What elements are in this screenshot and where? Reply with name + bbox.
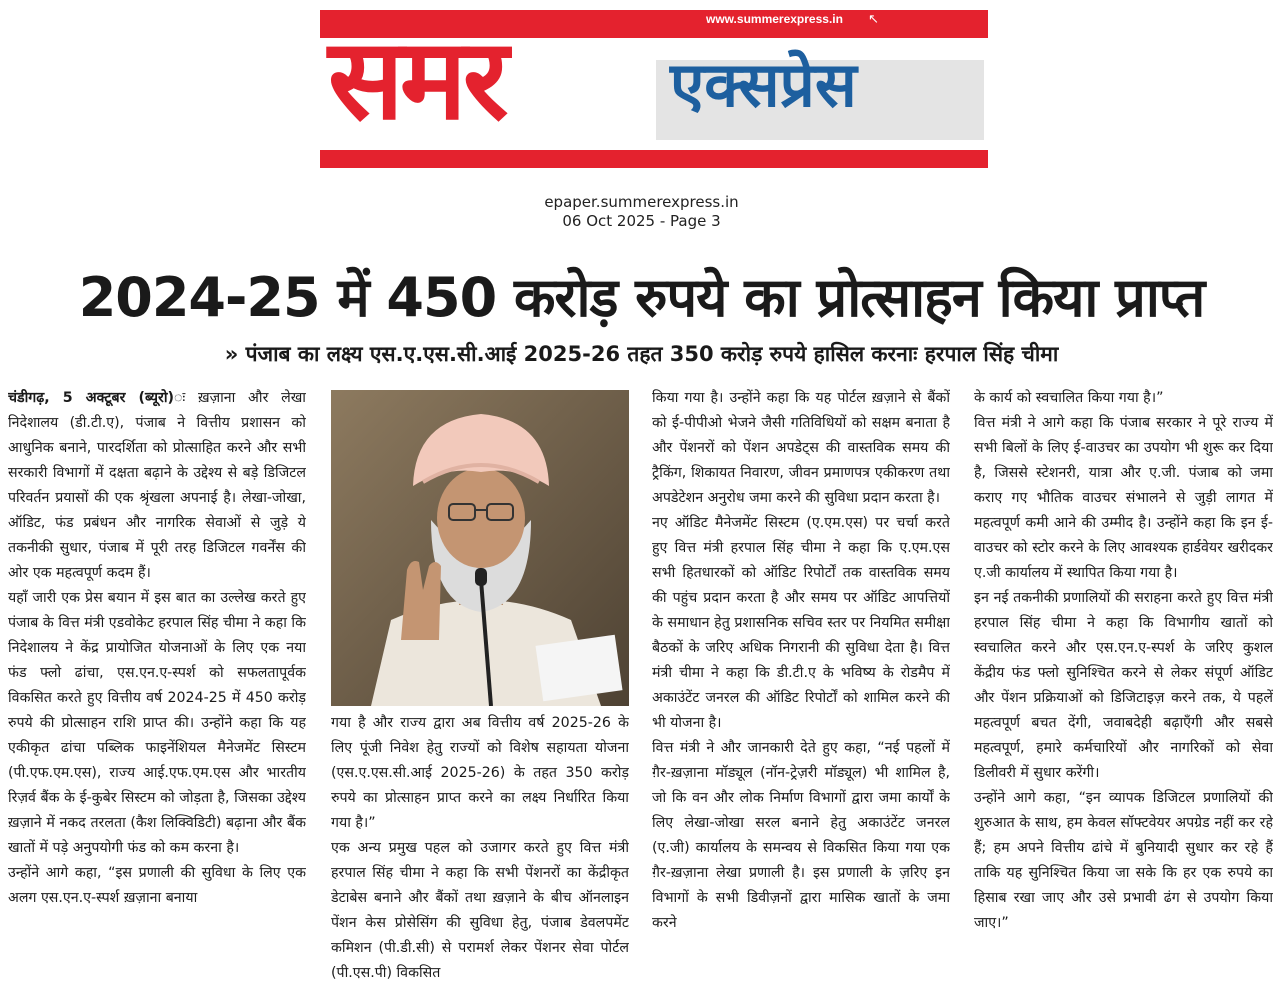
paragraph: के कार्य को स्वचालित किया गया है।” (974, 390, 1164, 406)
article-column-1 (8, 386, 306, 991)
article-column-3 (652, 386, 950, 991)
masthead-bottom-bar (320, 150, 988, 168)
paragraph: इन नई तकनीकी प्रणालियों की सराहना करते हुए वित्त मंत्री हरपाल सिंह चीमा ने कहा कि विभागीय खातों को स्वचालित करने और एस.एन.ए-स्पर्श के जरिए कुशल केंद्रीय फंड फ्लो सुनिश्चित करने से लेकर संपूर्ण ऑडिट और पेंशन प्रक्रियाओं को डिजिटाइज़ करने तक, ये पहलें महत्वपूर्ण बचत देंगी, जवाबदेही बढ़ाएँगी और सबसे महत्वपूर्ण, हमारे कर्मचारियों और नागरिकों को सेवा डिलीवरी में सुधार करेंगी। (974, 590, 1273, 781)
edition-site[interactable]: epaper.summerexpress.in (544, 193, 739, 211)
paragraph: गया है और राज्य द्वारा अब वित्तीय वर्ष 2025-26 के लिए पूंजी निवेश हेतु राज्यों को विशेष सहायता योजना (एस.ए.एस.सी.आई 2025-26) के तहत 350 करोड़ रुपये का प्रोत्साहन प्राप्त करने का लक्ष्य निर्धारित किया गया है।” (331, 715, 629, 831)
paragraph: एक अन्य प्रमुख पहल को उजागर करते हुए वित्त मंत्री हरपाल सिंह चीमा ने कहा कि सभी पेंशनरों का केंद्रीकृत डेटाबेस बनाने और बैंकों तथा ख़ज़ाने के बीच ऑनलाइन पेंशन केस प्रोसेसिंग की सुविधा हेतु, पंजाब डेवलपमेंट कमिशन (पी.डी.सी) से परामर्श लेकर पेंशनर सेवा पोर्टल (पी.एस.पी) विकसित (331, 840, 629, 981)
edition-date-page: 06 Oct 2025 - Page 3 (562, 212, 721, 230)
article-photo (331, 390, 629, 706)
article-column-4 (974, 386, 1273, 991)
masthead-title-main: समर (328, 15, 505, 145)
paragraph: किया गया है। उन्होंने कहा कि यह पोर्टल ख़ज़ाने से बैंकों को ई-पीपीओ भेजने जैसी गतिविधियों को सक्षम बनाता है और पेंशनरों को पेंशन अपडेट्स की वास्तविक समय की ट्रैकिंग, शिकायत निवारण, जीवन प्रमाणपत्र एकीकरण तथा अपडेटेशन अनुरोध जमा करने की सुविधा प्रदान करता है। (652, 390, 950, 506)
article-headline: 2024-25 में 450 करोड़ रुपये का प्रोत्साहन किया प्राप्त (78, 266, 1205, 329)
paragraph: वित्त मंत्री ने और जानकारी देते हुए कहा, “नई पहलों में ग़ैर-ख़ज़ाना मॉड्यूल (नॉन-ट्रेज़री मॉड्यूल) भी शामिल है, जो कि वन और लोक निर्माण विभागों द्वारा जमा कार्यों के लिए लेखा-जोखा सरल बनाने हेतु अकाउंटेंट जनरल (ए.जी) कार्यालय के समन्वय से विकसित किया गया एक ग़ैर-ख़ज़ाना लेखा प्रणाली है। इस प्रणाली के ज़रिए इन विभागों के सभी डिवीज़नों द्वारा मासिक खातों के जमा करने (652, 740, 950, 931)
paragraph: उन्होंने आगे कहा, “इस प्रणाली की सुविधा के लिए एक अलग एस.एन.ए-स्पर्श ख़ज़ाना बनाया (8, 865, 306, 906)
article-dateline: चंडीगढ़, 5 अक्टूबर (ब्यूरो) (8, 390, 174, 406)
cursor-arrow-icon: ↖ (868, 12, 879, 27)
paragraph: नए ऑडिट मैनेजमेंट सिस्टम (ए.एम.एस) पर चर्चा करते हुए वित्त मंत्री हरपाल सिंह चीमा ने कहा कि ए.एम.एस सभी हितधारकों को ऑडिट रिपोर्टों तक वास्तविक समय की पहुंच प्रदान करता है और समय पर ऑडिट आपत्तियों के समाधान हेतु प्रशासनिक सचिव स्तर पर नियमित समीक्षा बैठकों के जरिए अधिक निगरानी की सुविधा देता है। वित्त मंत्री चीमा ने कहा कि डी.टी.ए के भविष्य के रोडमैप में अकाउंटेंट जनरल की ऑडिट रिपोर्टों को शामिल करने की भी योजना है। (652, 515, 950, 731)
minister-photo-illustration (331, 390, 629, 706)
article-column-2 (331, 711, 629, 991)
paragraph: चंडीगढ़, 5 अक्टूबर (ब्यूरो)ः ख़ज़ाना और लेखा निदेशालय (डी.टी.ए), पंजाब ने वित्तीय प्रशासन को आधुनिक बनाने, पारदर्शिता को प्रोत्साहित करने और सभी सरकारी विभागों में दक्षता बढ़ाने के उद्देश्य से बड़े डिजिटल परिवर्तन प्रयासों की एक श्रृंखला अपनाई है। लेखा-जोखा, ऑडिट, फंड प्रबंधन और नागरिक सेवाओं से जुड़े ये तकनीकी सुधार, पंजाब में पूरी तरह डिजिटल गवर्नेंस की ओर एक महत्वपूर्ण कदम हैं। (8, 390, 306, 581)
article-subheadline: » पंजाब का लक्ष्य एस.ए.एस.सी.आई 2025-26 तहत 350 करोड़ रुपये हासिल करनाः हरपाल सिंह चीमा (224, 342, 1059, 366)
masthead (320, 10, 988, 174)
masthead-url[interactable]: www.summerexpress.in (706, 12, 843, 26)
paragraph: यहाँ जारी एक प्रेस बयान में इस बात का उल्लेख करते हुए पंजाब के वित्त मंत्री एडवोकेट हरपाल सिंह चीमा ने कहा कि निदेशालय ने केंद्र प्रायोजित योजनाओं के लिए एक नया फंड फ्लो ढांचा, एस.एन.ए-स्पर्श को सफलतापूर्वक विकसित करते हुए वित्तीय वर्ष 2024-25 में 450 करोड़ रुपये की प्रोत्साहन राशि प्राप्त की। उन्होंने कहा कि यह एकीकृत ढांचा पब्लिक फाइनेंशियल मैनेजमेंट सिस्टम (पी.एफ.एम.एस), राज्य आई.एफ.एम.एस और भारतीय रिज़र्व बैंक के ई-कुबेर सिस्टम को जोड़ता है, जिसका उद्देश्य ख़ज़ाने में नकद तरलता (कैश लिक्विडिटी) बढ़ाना और बैंक खातों में पड़े अनुपयोगी फंड को कम करना है। (8, 590, 306, 856)
paragraph: वित्त मंत्री ने आगे कहा कि पंजाब सरकार ने पूरे राज्य में सभी बिलों के लिए ई-वाउचर का उपयोग भी शुरू कर दिया है, जिससे स्टेशनरी, यात्रा और ए.जी. पंजाब को जमा कराए गए भौतिक वाउचर संभालने से जुड़ी लागत में महत्वपूर्ण कमी आने की उम्मीद है। उन्होंने कहा कि इन ई-वाउचर को स्टोर करने के लिए आवश्यक हार्डवेयर खरीदकर ए.जी कार्यालय में स्थापित किया गया है। (974, 415, 1273, 581)
paragraph: उन्होंने आगे कहा, “इन व्यापक डिजिटल प्रणालियों की शुरुआत के साथ, हम केवल सॉफ्टवेयर अपग्रेड नहीं कर रहे हैं; हम अपने वित्तीय ढांचे में बुनियादी सुधार कर रहे हैं ताकि यह सुनिश्चित किया जा सके कि हर एक रुपये का हिसाब रखा जाए और उसे प्रभावी ढंग से उपयोग किया जाए।” (974, 790, 1273, 931)
masthead-title-sub: एक्सप्रेस (670, 48, 857, 121)
